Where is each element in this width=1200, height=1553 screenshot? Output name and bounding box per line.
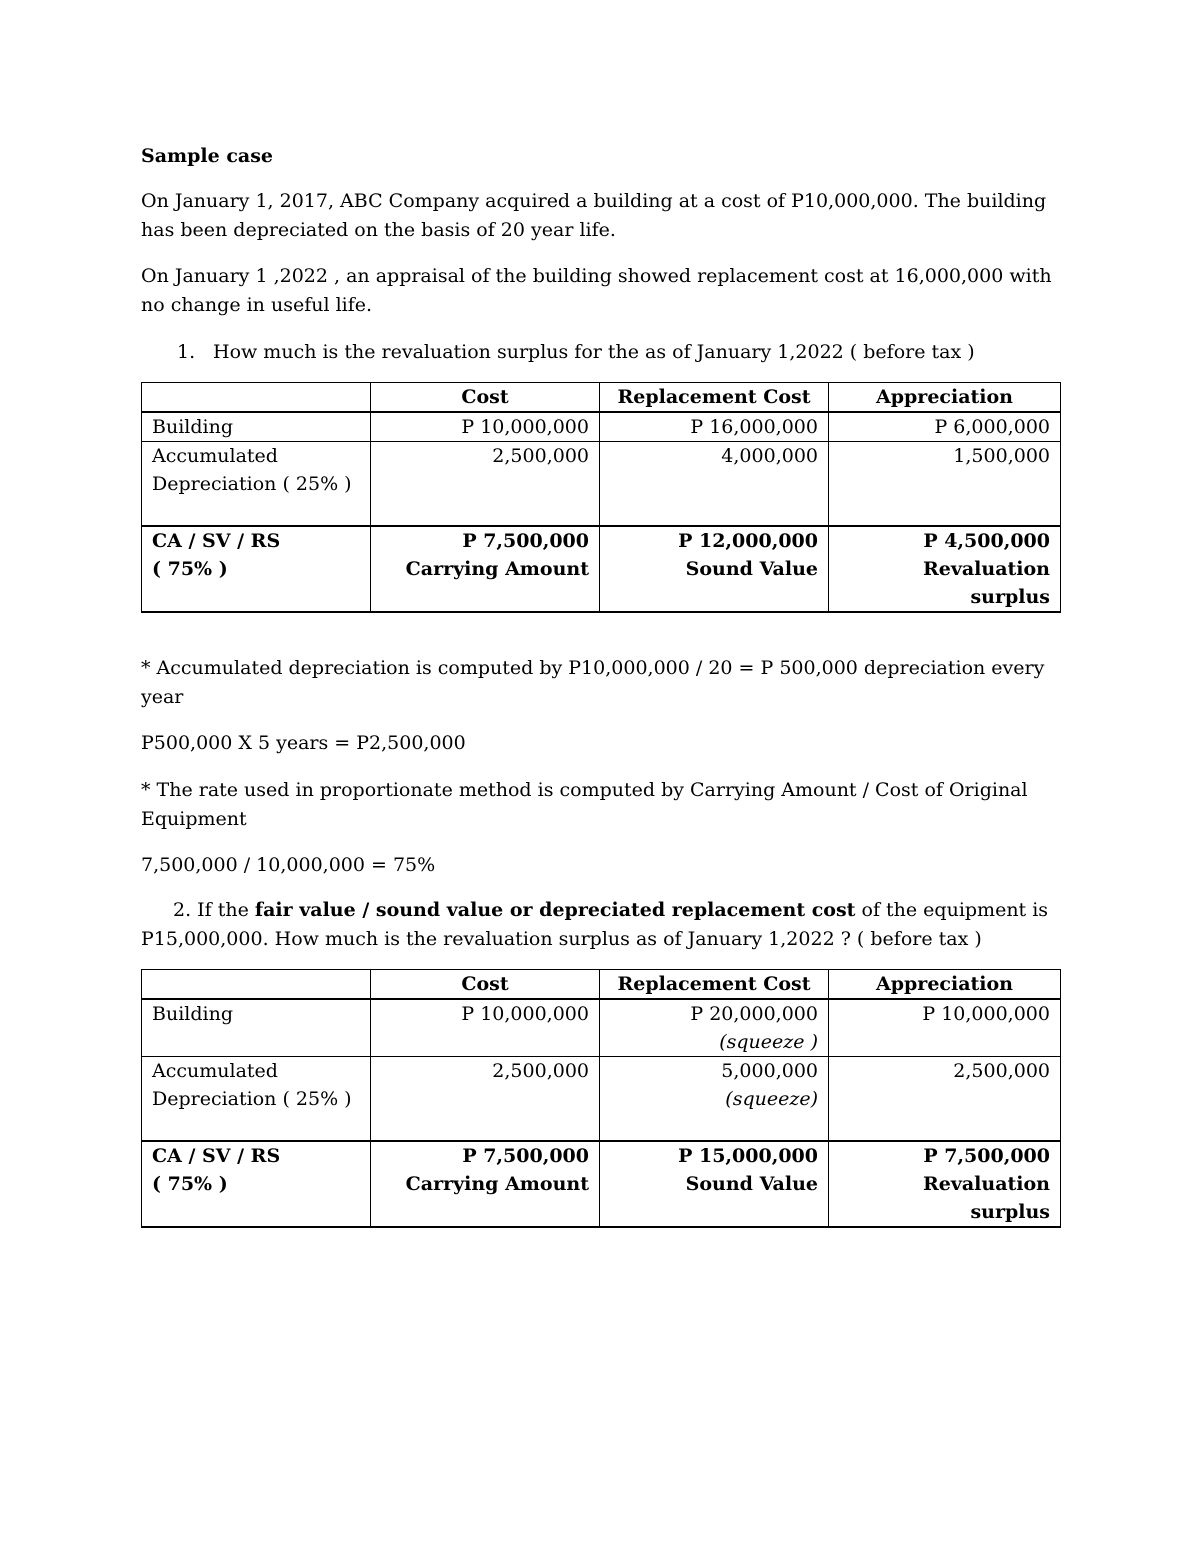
table-1-total-cost xyxy=(371,526,600,612)
table-2-header-blank xyxy=(142,970,371,1000)
table-2-accum-label: Accumulated Depreciation ( 25% ) xyxy=(142,1057,371,1141)
table-1-total-row xyxy=(142,526,1061,612)
table-2-accum-squeeze-note: (squeeze) xyxy=(725,1088,818,1110)
table-1-building-label: Building xyxy=(142,412,371,442)
table-2-accum-appreciation: 2,500,000 xyxy=(829,1057,1061,1141)
table-2-accum-row xyxy=(142,1057,1061,1141)
table-1-total-label xyxy=(142,526,371,612)
table-1-sound-value-label: Sound Value xyxy=(685,557,818,580)
table-1-total-label-line-2: ( 75% ) xyxy=(152,557,228,580)
table-2-carrying-amount-label: Carrying Amount xyxy=(405,1172,589,1195)
note-accumulated-depreciation: * Accumulated depreciation is computed by P10,000,000 / 20 = P 500,000 depreciation every year xyxy=(141,657,1045,708)
table-2-carrying-amount-value: P 7,500,000 xyxy=(462,1144,589,1167)
table-1-building-replacement: P 16,000,000 xyxy=(600,412,829,442)
table-2-header-appreciation: Appreciation xyxy=(829,970,1061,1000)
question-2-bold-text: fair value / sound value or depreciated replacement cost xyxy=(254,899,856,921)
question-1 xyxy=(141,338,1061,367)
intro-paragraph-2: On January 1 ,2022 , an appraisal of the building showed replacement cost at 16,000,000 with no change in useful life. xyxy=(141,265,1052,316)
table-1-carrying-amount-value: P 7,500,000 xyxy=(462,529,589,552)
table-2-sound-value-value: P 15,000,000 xyxy=(678,1144,818,1167)
table-1-header-appreciation: Appreciation xyxy=(829,383,1061,413)
table-2-building-label: Building xyxy=(142,999,371,1057)
table-2-building-appreciation: P 10,000,000 xyxy=(829,999,1061,1057)
calc-proportionate-rate: 7,500,000 / 10,000,000 = 75% xyxy=(141,854,436,876)
table-1-total-replacement xyxy=(600,526,829,612)
table-1-building-cost: P 10,000,000 xyxy=(371,412,600,442)
table-1-building-appreciation: P 6,000,000 xyxy=(829,412,1061,442)
table-2-building-squeeze-note: (squeeze ) xyxy=(719,1031,818,1053)
table-1-sound-value-value: P 12,000,000 xyxy=(678,529,818,552)
document-title: Sample case xyxy=(141,145,274,167)
table-2-building-cost: P 10,000,000 xyxy=(371,999,600,1057)
question-2-text-start: 2. If the xyxy=(173,899,255,921)
table-2-sound-value-label: Sound Value xyxy=(685,1172,818,1195)
table-2-revaluation-surplus-label: Revaluation surplus xyxy=(922,1172,1050,1223)
table-2-header-row xyxy=(142,970,1061,1000)
table-2-total-appreciation xyxy=(829,1141,1061,1227)
table-1-header-cost: Cost xyxy=(371,383,600,413)
table-1-accum-appreciation: 1,500,000 xyxy=(829,442,1061,526)
table-2-total-label xyxy=(142,1141,371,1227)
table-2-total-row xyxy=(142,1141,1061,1227)
note-proportionate-rate: * The rate used in proportionate method is computed by Carrying Amount / Cost of Original Equipment xyxy=(141,779,1028,830)
table-2-total-label-line-1: CA / SV / RS xyxy=(152,1144,281,1167)
table-2-building-replacement-value: P 20,000,000 xyxy=(690,1003,818,1025)
table-2-building-row xyxy=(142,999,1061,1057)
table-2-accum-replacement xyxy=(600,1057,829,1141)
table-2-accum-cost: 2,500,000 xyxy=(371,1057,600,1141)
table-2-total-label-line-2: ( 75% ) xyxy=(152,1172,228,1195)
table-2-building-replacement xyxy=(600,999,829,1057)
table-1-total-label-line-1: CA / SV / RS xyxy=(152,529,281,552)
table-2-header-cost: Cost xyxy=(371,970,600,1000)
table-1-header-replacement-cost: Replacement Cost xyxy=(600,383,829,413)
table-1-total-appreciation xyxy=(829,526,1061,612)
table-1-accum-row xyxy=(142,442,1061,526)
table-1-accum-replacement: 4,000,000 xyxy=(600,442,829,526)
table-1-revaluation-surplus-value: P 4,500,000 xyxy=(923,529,1050,552)
table-1-header-row xyxy=(142,383,1061,413)
revaluation-table-1 xyxy=(141,382,1061,613)
question-2-text-end: of the equipment is P15,000,000. How much is the revaluation surplus as of January 1,2022 ? ( before tax ) xyxy=(141,899,1049,950)
table-1-accum-cost: 2,500,000 xyxy=(371,442,600,526)
question-1-number: 1. xyxy=(177,341,196,363)
intro-paragraph-1: On January 1, 2017, ABC Company acquired a building at a cost of P10,000,000. The building has been depreciated on the basis of 20 year life. xyxy=(141,190,1047,241)
revaluation-table-2 xyxy=(141,969,1061,1228)
table-1-building-row xyxy=(142,412,1061,442)
table-1-revaluation-surplus-label: Revaluation surplus xyxy=(922,557,1050,608)
table-2-total-replacement xyxy=(600,1141,829,1227)
table-2-header-replacement-cost: Replacement Cost xyxy=(600,970,829,1000)
question-1-text: How much is the revaluation surplus for the as of January 1,2022 ( before tax ) xyxy=(213,341,975,363)
calc-accumulated-depreciation: P500,000 X 5 years = P2,500,000 xyxy=(141,732,466,754)
table-1-carrying-amount-label: Carrying Amount xyxy=(405,557,589,580)
question-2 xyxy=(141,896,1061,954)
table-2-revaluation-surplus-value: P 7,500,000 xyxy=(923,1144,1050,1167)
table-1-header-blank xyxy=(142,383,371,413)
table-2-accum-replacement-value: 5,000,000 xyxy=(721,1060,818,1082)
table-2-total-cost xyxy=(371,1141,600,1227)
table-1-accum-label: Accumulated Depreciation ( 25% ) xyxy=(142,442,371,526)
